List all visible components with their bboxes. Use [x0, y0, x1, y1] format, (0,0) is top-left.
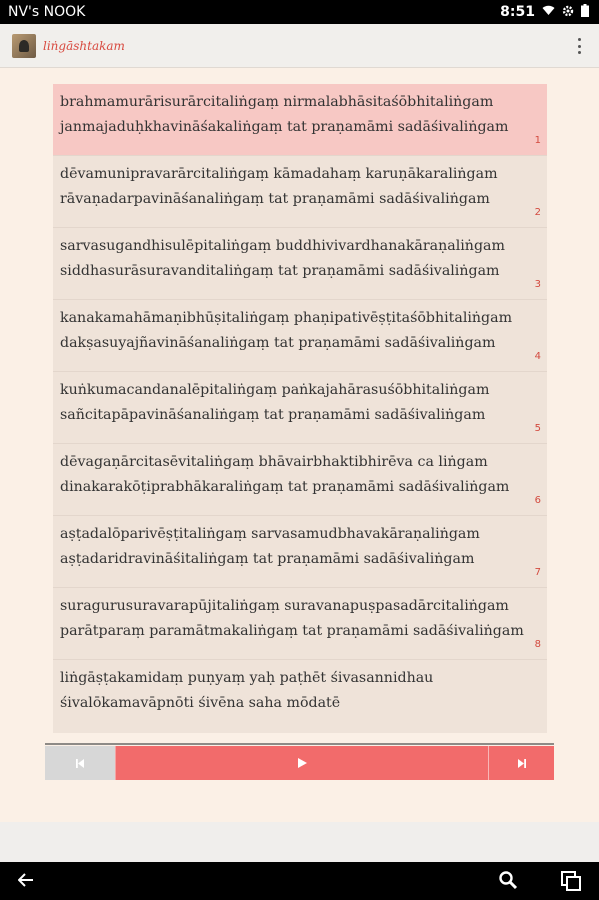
verse-row[interactable] [53, 156, 547, 228]
verse-number: 8 [534, 639, 541, 650]
verse-line-1: dēvamunipravarārcitaliṅgaṃ kāmadahaṃ karuṇākaraliṅgam [60, 166, 498, 182]
verse-line-1: kanakamahāmaṇibhūṣitaliṅgaṃ phaṇipativēṣṭitaśōbhitaliṅgam [60, 310, 513, 326]
next-button[interactable] [488, 746, 554, 780]
verse-line-1: kuṅkumacandanalēpitaliṅgaṃ paṅkajahārasuśōbhitaliṅgam [60, 382, 490, 398]
verse-line-1: sarvasugandhisulēpitaliṅgaṃ buddhivivardhanakāraṇaliṅgam [60, 238, 505, 254]
player-controls [45, 746, 554, 780]
status-icons [500, 4, 589, 20]
skip-previous-icon [76, 759, 84, 768]
verse-list[interactable] [53, 84, 547, 733]
verse-line-1: dēvagaṇārcitasēvitaliṅgaṃ bhāvairbhaktibhirēva ca liṅgam [60, 454, 488, 470]
verse-line-2: janmajaduḥkhavināśakaliṅgaṃ tat praṇamāmi sadāśivaliṅgam [60, 119, 509, 135]
verse-row[interactable] [53, 228, 547, 300]
verse-line-2: śivalōkamavāpnōti śivēna saha mōdatē [60, 695, 341, 711]
bottom-strip [0, 822, 599, 862]
verse-line-1: suragurusuravarapūjitaliṅgaṃ suravanapuṣpasadārcitaliṅgam [60, 598, 509, 614]
action-bar [0, 24, 599, 68]
verse-row[interactable] [53, 516, 547, 588]
app-title: liṅgāshtakam [43, 38, 125, 53]
verse-row[interactable] [53, 444, 547, 516]
verse-line-2: rāvaṇadarpavināśanaliṅgaṃ tat praṇamāmi sadāśivaliṅgam [60, 191, 490, 207]
verse-number: 1 [534, 135, 541, 146]
verse-line-1: liṅgāṣṭakamidaṃ puṇyaṃ yaḥ paṭhēt śivasannidhau [60, 670, 434, 686]
device-name: NV's NOOK [8, 4, 86, 20]
verse-number: 2 [534, 207, 541, 218]
verse-row[interactable] [53, 84, 547, 156]
player-divider [45, 743, 554, 745]
verse-line-2: aṣṭadaridravināśitaliṅgaṃ tat praṇamāmi sadāśivaliṅgam [60, 551, 475, 567]
skip-next-icon [518, 759, 526, 768]
verse-row[interactable] [53, 588, 547, 660]
verse-row[interactable] [53, 372, 547, 444]
play-icon [298, 758, 307, 768]
navigation-bar [0, 862, 599, 900]
overflow-menu-icon[interactable] [577, 38, 581, 54]
play-button[interactable] [115, 746, 488, 780]
battery-icon [581, 4, 589, 20]
gear-icon [562, 5, 574, 20]
verse-line-2: siddhasurāsuravanditaliṅgaṃ tat praṇamāmi sadāśivaliṅgam [60, 263, 500, 279]
search-icon[interactable] [498, 870, 518, 890]
verse-number: 4 [534, 351, 541, 362]
clock: 8:51 [500, 4, 535, 20]
verse-number: 7 [534, 567, 541, 578]
app-icon[interactable] [12, 34, 36, 58]
verse-line-2: dinakarakōṭiprabhākaraliṅgaṃ tat praṇamāmi sadāśivaliṅgam [60, 479, 510, 495]
verse-row[interactable] [53, 660, 547, 732]
verse-line-1: aṣṭadalōparivēṣṭitaliṅgaṃ sarvasamudbhavakāraṇaliṅgam [60, 526, 480, 542]
verse-number: 3 [534, 279, 541, 290]
verse-line-2: parātparaṃ paramātmakaliṅgaṃ tat praṇamāmi sadāśivaliṅgam [60, 623, 524, 639]
back-arrow-icon[interactable] [18, 871, 34, 892]
verse-number: 6 [534, 495, 541, 506]
status-bar [0, 0, 599, 24]
recent-apps-icon[interactable] [560, 870, 582, 892]
verse-line-1: brahmamurārisurārcitaliṅgaṃ nirmalabhāsitaśōbhitaliṅgam [60, 94, 494, 110]
previous-button[interactable] [45, 746, 115, 780]
wifi-icon [542, 5, 555, 19]
verse-number: 5 [534, 423, 541, 434]
verse-line-2: dakṣasuyajñavināśanaliṅgaṃ tat praṇamāmi sadāśivaliṅgam [60, 335, 496, 351]
verse-row[interactable] [53, 300, 547, 372]
verse-line-2: sañcitapāpavināśanaliṅgaṃ tat praṇamāmi sadāśivaliṅgam [60, 407, 486, 423]
